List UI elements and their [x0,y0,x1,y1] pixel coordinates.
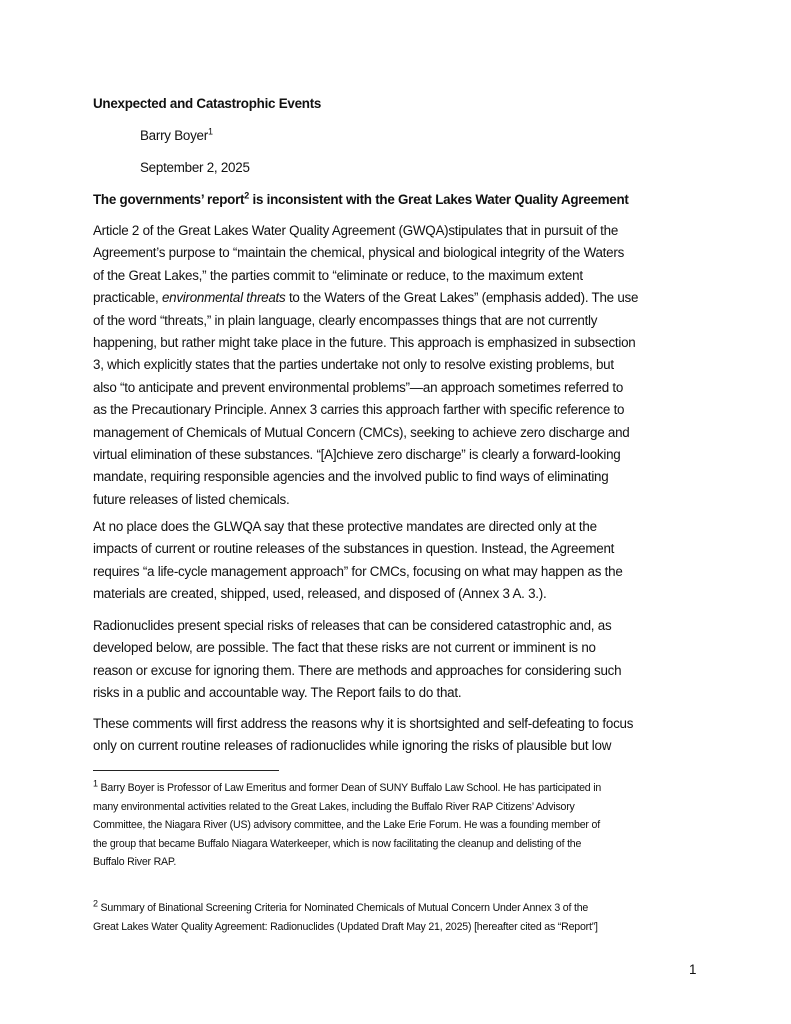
footnote-line: many environmental activities related to the Great Lakes, including the Buffalo River RAP Citizens’ Advisory [93,800,575,813]
paragraph-line: At no place does the GLWQA say that these protective mandates are directed only at the [93,519,597,534]
page-number: 1 [689,962,697,977]
footnote-separator [93,770,279,771]
footnote-line [93,779,708,798]
paragraph-line: Article 2 of the Great Lakes Water Quality Agreement (GWQA)stipulates that in pursuit of the [93,223,619,238]
paragraph-4 [93,713,708,758]
document-date: September 2, 2025 [140,160,250,175]
author-line [140,128,213,143]
paragraph-line-emphasis [93,287,708,309]
text-run: Summary of Binational Screening Criteria for Nominated Chemicals of Mutual Concern Under Annex 3 of the [97,902,589,914]
footnote-line: Great Lakes Water Quality Agreement: Radionuclides (Updated Draft May 21, 2025) [hereafter cited as “Report”] [93,920,598,933]
paragraph-line: 3, which explicitly states that the parties undertake not only to resolve existing problems, but [93,357,614,373]
paragraph-line: risks in a public and accountable way. The Report fails to do that. [93,685,462,701]
footnote-line: Committee, the Niagara River (US) advisory committee, and the Lake Erie Forum. He was a founding member of [93,819,600,832]
footnote-marker: 1 [93,778,98,789]
section-heading [93,192,629,207]
paragraph-line: Agreement’s purpose to “maintain the chemical, physical and biological integrity of the Waters [93,245,625,261]
footnote-ref-2[interactable]: 2 [244,190,250,201]
paragraph-line: mandate, requiring responsible agencies and the involved public to find ways of eliminating [93,469,609,485]
paragraph-line: future releases of listed chemicals. [93,491,290,507]
paragraph-line: as the Precautionary Principle. Annex 3 carries this approach farther with specific reference to [93,402,625,418]
footnote-line: Buffalo River RAP. [93,856,177,869]
paragraph-line: of the Great Lakes,” the parties commit to “eliminate or reduce, to the maximum extent [93,267,583,283]
footnote-ref-1[interactable]: 1 [207,126,213,137]
paragraph-1 [93,220,708,511]
paragraph-line: happening, but rather might take place in the future. This approach is emphasized in subsection [93,335,636,351]
paragraph-line: impacts of current or routine releases of the substances in question. Instead, the Agreement [93,541,615,557]
text-run: to the Waters of the Great Lakes” (emphasis added). The use [285,290,639,306]
footnote-1 [93,779,708,872]
document-title: Unexpected and Catastrophic Events [93,96,322,111]
footnote-line: the group that became Buffalo Niagara Waterkeeper, which is now facilitating the cleanup and delisting of the [93,837,582,850]
paragraph-line: management of Chemicals of Mutual Concern (CMCs), seeking to achieve zero discharge and [93,424,630,440]
paragraph-line: developed below, are possible. The fact that these risks are not current or imminent is no [93,640,596,656]
paragraph-line: of the word “threats,” in plain language, clearly encompasses things that are not currently [93,312,598,328]
paragraph-2 [93,516,708,606]
footnote-line [93,899,708,918]
footnote-marker: 2 [93,898,98,909]
text-run: practicable, [93,290,162,306]
heading-text-start: The governments’ report [93,192,245,207]
paragraph-line: requires “a life-cycle management approach” for CMCs, focusing on what may happen as the [93,563,623,579]
text-run: Barry Boyer is Professor of Law Emeritus and former Dean of SUNY Buffalo Law School. He has participated in [97,782,602,794]
paragraph-line: Radionuclides present special risks of releases that can be considered catastrophic and, as [93,618,612,633]
paragraph-line: reason or excuse for ignoring them. There are methods and approaches for considering such [93,662,622,678]
paragraph-3 [93,615,708,705]
paragraph-line: virtual elimination of these substances. “[A]chieve zero discharge” is clearly a forward-looking [93,447,621,463]
emphasized-text: environmental threats [161,290,286,306]
paragraph-line: only on current routine releases of radionuclides while ignoring the risks of plausible but low [93,738,612,754]
paragraph-line: materials are created, shipped, used, released, and disposed of (Annex 3 A. 3.). [93,586,547,602]
heading-text-end: is inconsistent with the Great Lakes Water Quality Agreement [249,192,629,207]
footnote-2 [93,899,708,936]
paragraph-line: These comments will first address the reasons why it is shortsighted and self-defeating to focus [93,716,634,731]
paragraph-line: also “to anticipate and prevent environmental problems”—an approach sometimes referred to [93,379,624,395]
author-name: Barry Boyer [140,128,208,143]
